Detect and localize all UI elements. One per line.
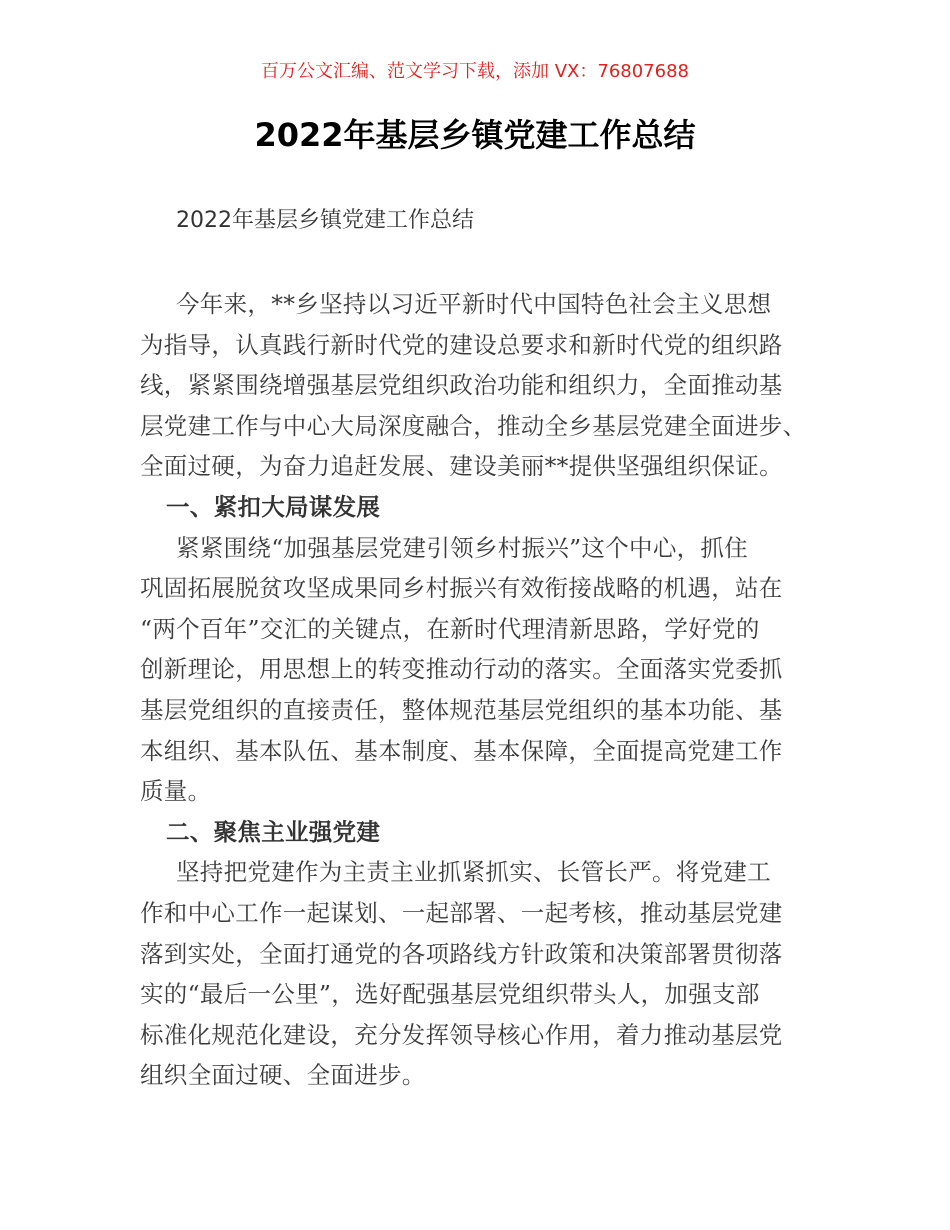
text-line: 落到实处，全面打通党的各项路线方针政策和决策部署贯彻落 <box>140 939 783 968</box>
text-line: 今年来，**乡坚持以习近平新时代中国特色社会主义思想 <box>176 290 772 318</box>
watermark-banner: 百万公文汇编、范文学习下载，添加 VX：76807688 <box>261 61 689 82</box>
section-heading <box>140 487 830 528</box>
text-line: 为指导，认真践行新时代党的建设总要求和新时代党的组织路 <box>140 330 783 359</box>
text-line: 标准化规范化建设，充分发挥领导核心作用，着力推动基层党 <box>140 1020 783 1049</box>
text-line: 质量。 <box>140 777 212 806</box>
text-line: 创新理论，用思想上的转变推动行动的落实。全面落实党委抓 <box>140 655 783 684</box>
paragraph <box>140 528 830 812</box>
text-line: 二、聚焦主业强党建 <box>166 817 381 846</box>
text-line: 组织全面过硬、全面进步。 <box>140 1061 426 1090</box>
document-body <box>140 284 830 1096</box>
text-line: 作和中心工作一起谋划、一起部署、一起考核，推动基层党建 <box>140 898 783 927</box>
text-line: 坚持把党建作为主责主业抓紧抓实、长管长严。将党建工 <box>176 858 771 887</box>
text-line: 实的“最后一公里”，选好配强基层党组织带头人，加强支部 <box>140 980 760 1009</box>
text-line: 层党建工作与中心大局深度融合，推动全乡基层党建全面进步、 <box>140 411 807 440</box>
text-line: 一、紧扣大局谋发展 <box>166 492 381 521</box>
text-line: “两个百年”交汇的关键点，在新时代理清新思路，学好党的 <box>140 614 760 643</box>
text-line: 全面过硬，为奋力追赶发展、建设美丽**提供坚强组织保证。 <box>140 452 783 481</box>
document-title: 2022年基层乡镇党建工作总结 <box>254 116 696 154</box>
paragraph <box>140 852 830 1096</box>
text-line: 巩固拓展脱贫攻坚成果同乡村振兴有效衔接战略的机遇，站在 <box>140 574 783 603</box>
section-heading <box>140 812 830 853</box>
text-line: 基层党组织的直接责任，整体规范基层党组织的基本功能、基 <box>140 695 783 724</box>
paragraph <box>140 284 830 487</box>
text-line: 紧紧围绕“加强基层党建引领乡村振兴”这个中心，抓住 <box>176 533 749 562</box>
document-subtitle: 2022年基层乡镇党建工作总结 <box>176 208 474 233</box>
text-line: 本组织、基本队伍、基本制度、基本保障，全面提高党建工作 <box>140 736 783 765</box>
text-line: 线，紧紧围绕增强基层党组织政治功能和组织力，全面推动基 <box>140 371 783 400</box>
